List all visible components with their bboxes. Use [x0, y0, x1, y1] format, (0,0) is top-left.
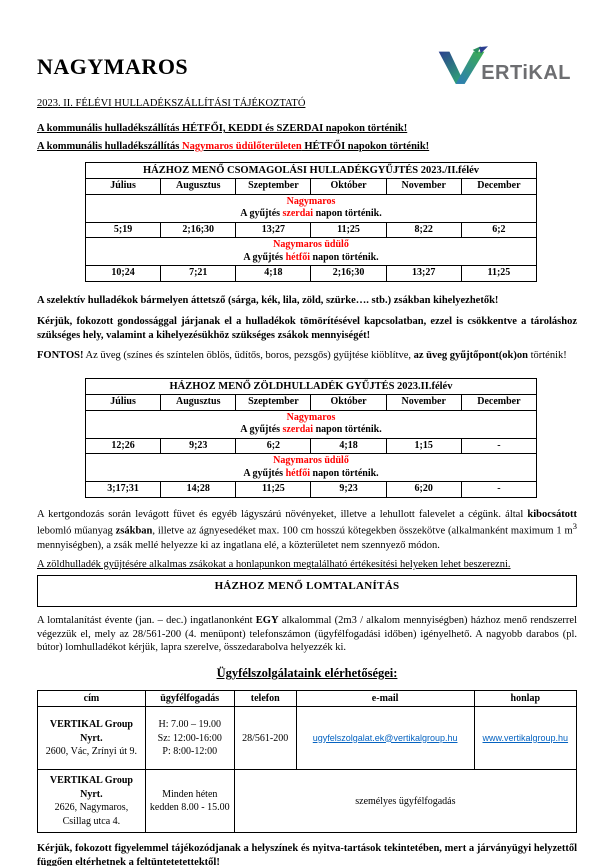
month-header: Július	[86, 395, 161, 411]
schedule-value: 1;15	[386, 438, 461, 454]
table-title-row	[86, 163, 537, 179]
paragraph-glass-important	[37, 349, 577, 363]
zone-name: Nagymaros üdülő	[273, 455, 349, 467]
values-row	[86, 482, 537, 498]
month-header: December	[461, 179, 536, 195]
contact-address: 2626, Nagymaros, Csillag utca 4.	[54, 802, 129, 827]
month-header: Szeptember	[236, 179, 311, 195]
page-title: NAGYMAROS	[37, 54, 189, 79]
bulky-seg1: A lomtalanítást évente (jan. – dec.) ingatlanonként	[37, 614, 256, 626]
schedule-value: 3;17;31	[86, 482, 161, 498]
month-header: Augusztus	[161, 395, 236, 411]
vertikal-logo-text: ERTiKAL	[481, 62, 571, 84]
website-link[interactable]: www.vertikalgroup.hu	[482, 732, 569, 743]
collection-day-line	[88, 252, 534, 265]
values-row	[86, 438, 537, 454]
contacts-header-row	[38, 690, 577, 707]
paragraph-bulky-waste	[37, 614, 577, 655]
zone-band-cell	[86, 454, 537, 482]
packaging-table-title: HÁZHOZ MENŐ CSOMAGOLÁSI HULLADÉKGYŰJTÉS 2023./II.félév	[86, 163, 537, 179]
collection-day-line	[88, 468, 534, 481]
zone-name: Nagymaros üdülő	[273, 239, 349, 251]
day-prefix: A gyűjtés	[240, 208, 283, 220]
day-suffix: napon történik.	[310, 467, 379, 479]
green-waste-schedule-table	[85, 378, 537, 498]
zone-band-row	[86, 194, 537, 222]
contact-hours-cell	[145, 707, 234, 770]
notice-resort-days	[37, 141, 577, 152]
paragraph-garden-waste	[37, 508, 577, 552]
day-prefix: A gyűjtés	[240, 424, 283, 436]
contact-hours-line: P: 8:00-12:00	[162, 746, 218, 758]
bulky-bold: EGY	[255, 614, 279, 626]
schedule-value: 2;16;30	[161, 222, 236, 238]
month-header: Szeptember	[236, 395, 311, 411]
fontos-label: FONTOS!	[37, 349, 84, 361]
fontos-end: történik!	[527, 349, 567, 361]
day-name: hétfői	[285, 251, 311, 263]
schedule-value: 14;28	[161, 482, 236, 498]
contact-website-cell	[474, 707, 576, 770]
cubic-meter-sup: 3	[572, 521, 577, 532]
schedule-value: 9;23	[311, 482, 386, 498]
day-suffix: napon történik.	[310, 251, 379, 263]
garden-bold2: zsákban	[115, 525, 153, 537]
notice-resort-highlight: Nagymaros üdülőterületen	[182, 141, 302, 152]
schedule-value: -	[461, 482, 536, 498]
month-header: Október	[311, 395, 386, 411]
day-suffix: napon történik.	[313, 208, 382, 220]
contacts-table	[37, 690, 577, 834]
document-subtitle: 2023. II. FÉLÉVI HULLADÉKSZÁLLÍTÁSI TÁJÉKOZTATÓ	[37, 98, 306, 109]
email-link[interactable]: ugyfelszolgalat.ek@vertikalgroup.hu	[312, 732, 458, 743]
contact-note-cell: személyes ügyfélfogadás	[234, 770, 576, 833]
month-header: December	[461, 395, 536, 411]
day-prefix: A gyűjtés	[243, 251, 286, 263]
contact-row-nagymaros	[38, 770, 577, 833]
garden-bold1: kibocsátott	[527, 508, 577, 520]
paragraph-bags-info: A zöldhulladék gyűjtésére alkalmas zsákokat a honlapunkon megtalálható értékesítési helyeken lehet beszerezni.	[37, 559, 511, 571]
bulky-waste-heading: HÁZHOZ MENŐ LOMTALANÍTÁS	[214, 579, 400, 592]
zone-band-row	[86, 454, 537, 482]
schedule-value: 7;21	[161, 266, 236, 282]
zone-band-cell	[86, 194, 537, 222]
month-header: Július	[86, 179, 161, 195]
table-title-row	[86, 379, 537, 395]
schedule-value: 11;25	[311, 222, 386, 238]
day-prefix: A gyűjtés	[243, 467, 286, 479]
day-suffix: napon történik.	[313, 424, 382, 436]
green-table-title: HÁZHOZ MENŐ ZÖLDHULLADÉK GYŰJTÉS 2023.II.félév	[86, 379, 537, 395]
notice-communal-days: A kommunális hulladékszállítás HÉTFŐI, KEDDI és SZERDAI napokon történik!	[37, 123, 408, 134]
garden-seg3: , illetve az ágnyesedéket max. 100 cm hosszú kötegekben összekötve (alkalmanként maximum 1 m	[152, 525, 573, 537]
day-name: hétfői	[285, 467, 311, 479]
schedule-value: 8;22	[386, 222, 461, 238]
schedule-value: 10;24	[86, 266, 161, 282]
header	[37, 40, 577, 86]
bulky-seg2: alkalommal (2m3 / alkalom mennyiségben) házhoz menő rendszerrel végezzük el, mely az 28/561-200 (4. menüpont) telefonszámon (ügyfélfogadási időben) igényelhető. A nagyobb darabos (pl. bútor) lomhulladékot kérjük, lapra szerelve, összedarabolva helyezzék ki.	[37, 614, 577, 654]
paragraph-selective-waste: A szelektív hulladékok bármelyen áttetsző (sárga, kék, lila, zöld, szürke…. stb.) zsákban kihelyezhetők!	[37, 294, 499, 306]
schedule-value: 5;19	[86, 222, 161, 238]
contact-address: 2600, Vác, Zrínyi út 9.	[45, 746, 137, 758]
fontos-bold: az üveg gyűjtőpont(ok)on	[413, 349, 528, 361]
zone-band-row	[86, 238, 537, 266]
zone-band-row	[86, 410, 537, 438]
month-header-row	[86, 179, 537, 195]
garden-seg4: mennyiségben), a zsák mellé helyezze ki az ingatlana elé, a közterületet nem szennyező módon.	[37, 539, 440, 551]
paragraph-compression: Kérjük, fokozott gondossággal járjanak el a hulladékok tömörítésével kapcsolatban, ezzel is csökkentve a tároláshoz szükséges hely, valamint a kihelyezésükhöz szükséges zsákok mennyiségét!	[37, 316, 577, 341]
column-header-website: honlap	[474, 690, 576, 707]
schedule-value: 6;2	[461, 222, 536, 238]
contact-hours-cell: Minden héten kedden 8.00 - 15.00	[145, 770, 234, 833]
schedule-value: 4;18	[311, 438, 386, 454]
contact-phone-cell: 28/561-200	[234, 707, 296, 770]
column-header-hours: ügyfélfogadás	[145, 690, 234, 707]
collection-day-line	[88, 208, 534, 221]
column-header-phone: telefon	[234, 690, 296, 707]
bulky-waste-heading-box	[37, 575, 577, 607]
schedule-value: -	[461, 438, 536, 454]
paragraph-footer-warning: Kérjük, fokozott figyelemmel tájékozódjanak a helyszínek és nyitva-tartások tekintetében, mert a járványügyi helyzettől függően eltérhetnek a feltüntetetettektől!	[37, 843, 577, 866]
month-header: November	[386, 179, 461, 195]
contact-hours-line: H: 7.00 – 19.00	[158, 719, 221, 731]
contact-address-cell	[38, 770, 146, 833]
contact-address-cell	[38, 707, 146, 770]
schedule-value: 9;23	[161, 438, 236, 454]
column-header-email: e-mail	[296, 690, 474, 707]
contact-company-name: VERTIKAL Group Nyrt.	[49, 775, 133, 800]
schedule-value: 2;16;30	[311, 266, 386, 282]
packaging-schedule-table	[85, 162, 537, 282]
contact-row-vac	[38, 707, 577, 770]
garden-seg1: A kertgondozás során levágott füvet és egyéb lágyszárú növényeket, illetve a lehullott falevelet a cégünk. által	[37, 508, 528, 520]
schedule-value: 12;26	[86, 438, 161, 454]
values-row	[86, 222, 537, 238]
month-header: November	[386, 395, 461, 411]
schedule-value: 11;25	[236, 482, 311, 498]
day-name: szerdai	[282, 208, 314, 220]
contact-company-name: VERTIKAL Group Nyrt.	[49, 719, 133, 744]
notice-resort-prefix: A kommunális hulladékszállítás	[37, 141, 182, 152]
month-header: Október	[311, 179, 386, 195]
contact-email-cell	[296, 707, 474, 770]
zone-name: Nagymaros	[286, 411, 336, 423]
schedule-value: 4;18	[236, 266, 311, 282]
notice-resort-suffix: HÉTFŐI napokon történik!	[301, 141, 430, 152]
day-name: szerdai	[282, 424, 314, 436]
zone-band-cell	[86, 238, 537, 266]
contacts-heading: Ügyfélszolgálataink elérhetőségei:	[216, 665, 398, 680]
month-header-row	[86, 395, 537, 411]
zone-name: Nagymaros	[286, 195, 336, 207]
garden-seg2: lebomló műanyag	[37, 525, 116, 537]
month-header: Augusztus	[161, 179, 236, 195]
schedule-value: 6;2	[236, 438, 311, 454]
schedule-value: 13;27	[386, 266, 461, 282]
column-header-address: cím	[38, 690, 146, 707]
schedule-value: 11;25	[461, 266, 536, 282]
fontos-middle: Az üveg (színes és színtelen öblös, üdítős, boros, pezsgős) gyűjtése kiöblítve,	[83, 349, 414, 361]
zone-band-cell	[86, 410, 537, 438]
schedule-value: 6;20	[386, 482, 461, 498]
values-row	[86, 266, 537, 282]
collection-day-line	[88, 424, 534, 437]
contact-hours-line: Sz: 12:00-16:00	[157, 732, 222, 744]
vertikal-logo	[436, 46, 571, 86]
schedule-value: 13;27	[236, 222, 311, 238]
